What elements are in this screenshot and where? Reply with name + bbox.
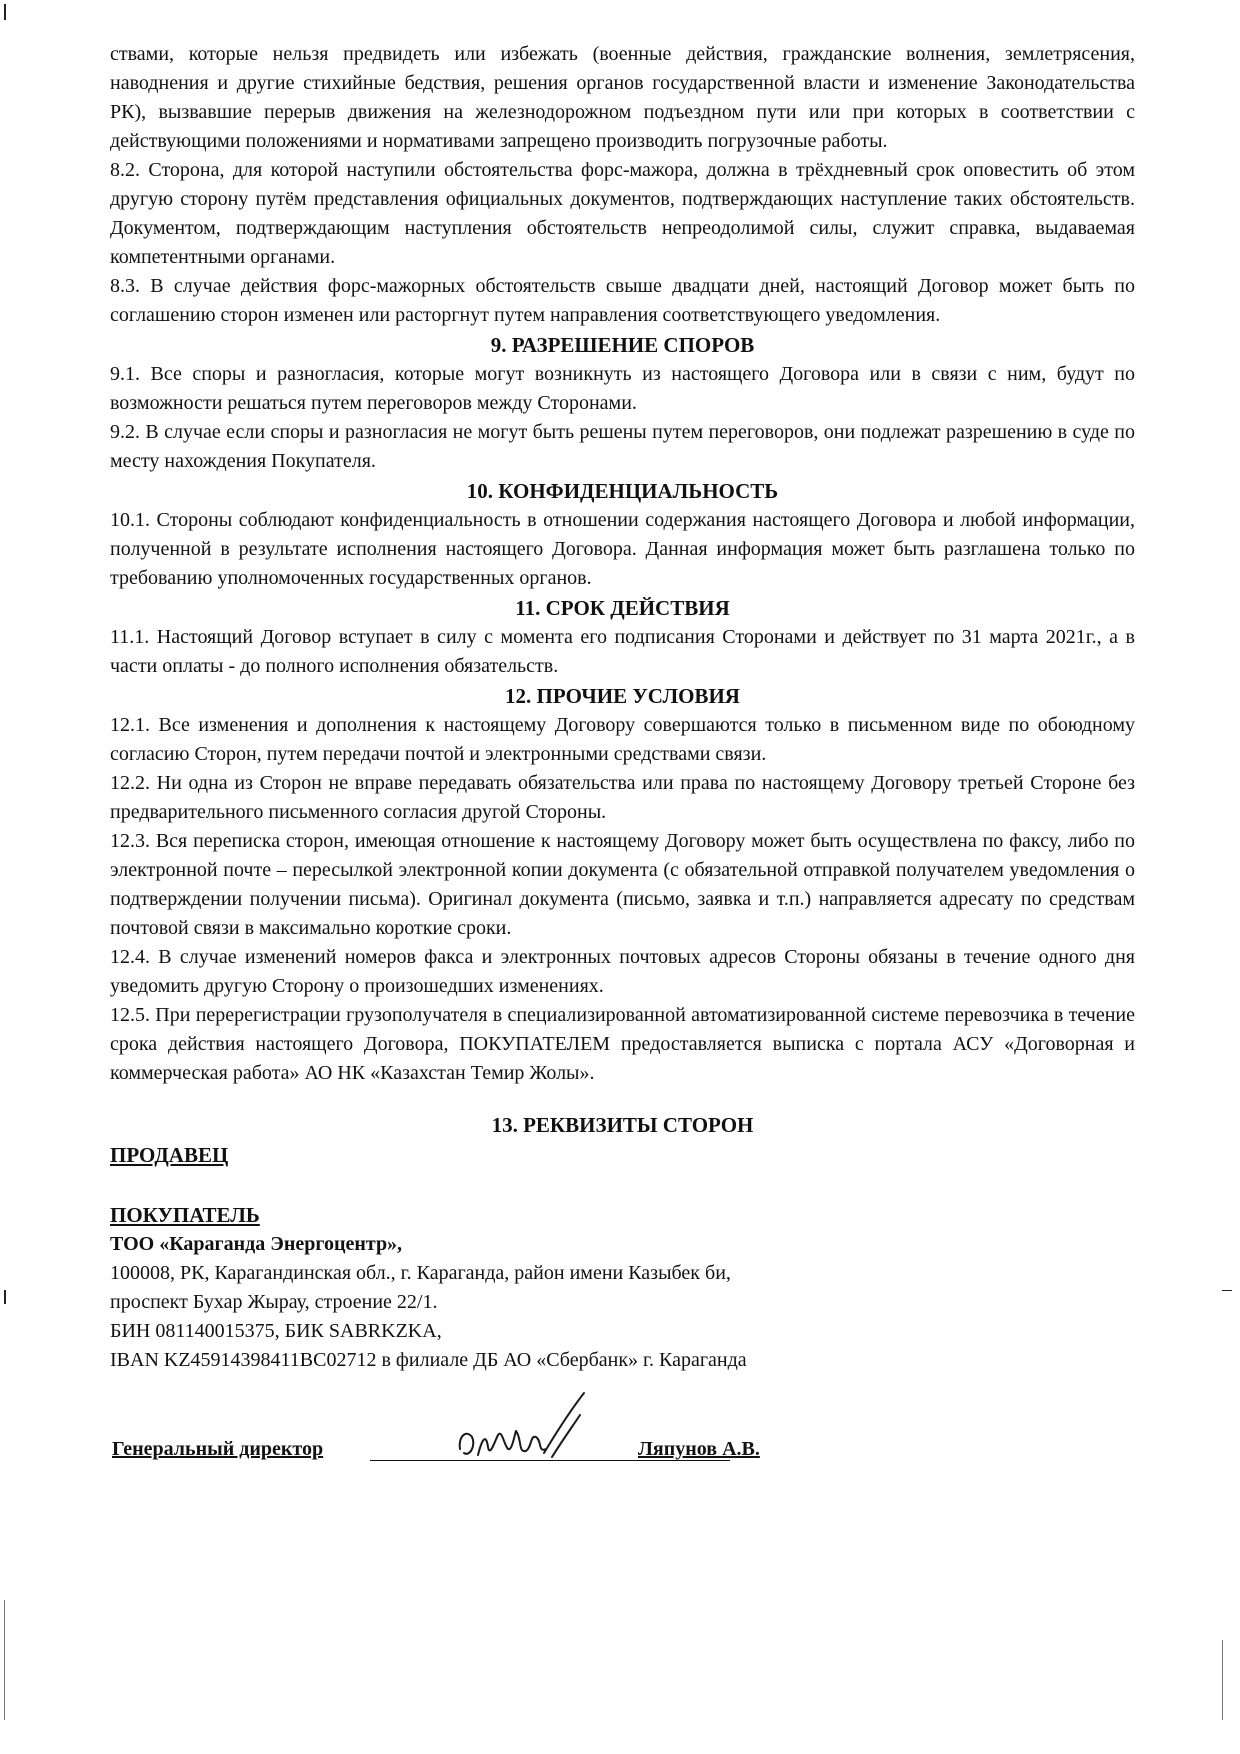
paragraph-9-1: 9.1. Все споры и разногласия, которые могут возникнуть из настоящего Договора или в связи с ним, будут по возможности решаться путем переговоров между Сторонами. bbox=[110, 363, 1135, 414]
buyer-name: ТОО «Караганда Энергоцентр», bbox=[110, 1233, 403, 1255]
paragraph-11-1: 11.1. Настоящий Договор вступает в силу с момента его подписания Сторонами и действует по 31 марта 2021г., а в части оплаты - до полного исполнения обязательств. bbox=[110, 626, 1135, 677]
paragraph-10-1: 10.1. Стороны соблюдают конфиденциальность в отношении содержания настоящего Договора и любой информации, полученной в результате исполнения настоящего Договора. Данная информация может быть разглашена только по требованию уполномоченных государственных органов. bbox=[110, 509, 1135, 589]
section-10-title: 10. КОНФИДЕНЦИАЛЬНОСТЬ bbox=[466, 479, 779, 503]
scan-edge-mark bbox=[1222, 1290, 1232, 1291]
buyer-label: ПОКУПАТЕЛЬ bbox=[110, 1203, 260, 1227]
document-page bbox=[110, 40, 1135, 1467]
buyer-address-line-2: проспект Бухар Жырау, строение 22/1. bbox=[110, 1291, 438, 1313]
paragraph-12-1: 12.1. Все изменения и дополнения к настоящему Договору совершаются только в письменном виде по обоюдному согласию Сторон, путем передачи почтой и электронными средствами связи. bbox=[110, 714, 1135, 765]
signatory-title: Генеральный директор bbox=[112, 1438, 324, 1460]
seller-label: ПРОДАВЕЦ bbox=[110, 1143, 229, 1167]
scan-edge-mark bbox=[1222, 1640, 1223, 1720]
signature-row bbox=[110, 1397, 1135, 1467]
signatory-name: Ляпунов А.В. bbox=[638, 1438, 760, 1460]
buyer-iban: IBAN KZ45914398411BC02712 в филиале ДБ АО «Сбербанк» г. Караганда bbox=[110, 1349, 747, 1371]
paragraph-8-2: 8.2. Сторона, для которой наступили обстоятельства форс-мажора, должна в трёхдневный срок оповестить об этом другую сторону путём представления официальных документов, подтверждающих наступление таких обстоятельств. Документом, подтверждающим наступления обстоятельств непреодолимой силы, служит справка, выдаваемая компетентными органами. bbox=[110, 159, 1135, 268]
paragraph-8-3: 8.3. В случае действия форс-мажорных обстоятельств свыше двадцати дней, настоящий Договор может быть по соглашению сторон изменен или расторгнут путем направления соответствующего уведомления. bbox=[110, 275, 1135, 326]
paragraph-12-2: 12.2. Ни одна из Сторон не вправе передавать обязательства или права по настоящему Договору третьей Стороне без предварительного письменного согласия другой Стороны. bbox=[110, 772, 1135, 823]
scan-edge-mark bbox=[4, 1600, 5, 1720]
handwritten-signature bbox=[452, 1387, 602, 1467]
scan-edge-mark bbox=[4, 1290, 6, 1304]
paragraph-12-5: 12.5. При перерегистрации грузополучателя в специализированной автоматизированной системе перевозчика в течение срока действия настоящего Договора, ПОКУПАТЕЛЕМ предоставляется выписка с портала АСУ «Договорная и коммерческая работа» АО НК «Казахстан Темир Жолы». bbox=[110, 1004, 1135, 1084]
section-11-title: 11. СРОК ДЕЙСТВИЯ bbox=[515, 596, 730, 620]
buyer-address-line-1: 100008, РК, Карагандинская обл., г. Караганда, район имени Казыбек би, bbox=[110, 1262, 731, 1284]
buyer-bin-bik: БИН 081140015375, БИК SABRKZKA, bbox=[110, 1320, 442, 1342]
scan-edge-mark bbox=[4, 4, 6, 20]
section-12-title: 12. ПРОЧИЕ УСЛОВИЯ bbox=[505, 684, 740, 708]
section-9-title: 9. РАЗРЕШЕНИЕ СПОРОВ bbox=[490, 333, 755, 357]
paragraph-9-2: 9.2. В случае если споры и разногласия не могут быть решены путем переговоров, они подлежат разрешению в суде по месту нахождения Покупателя. bbox=[110, 421, 1135, 472]
section-13-title: 13. РЕКВИЗИТЫ СТОРОН bbox=[491, 1113, 754, 1137]
paragraph-12-3: 12.3. Вся переписка сторон, имеющая отношение к настоящему Договору может быть осуществлена по факсу, либо по электронной почте – пересылкой электронной копии документа (с обязательной отправкой получателем уведомления о подтверждении получении письма). Оригинал документа (письмо, заявка и т.п.) направляется адресату по средствам почтовой связи в максимально короткие сроки. bbox=[110, 830, 1135, 939]
paragraph-force-majeure-cont: ствами, которые нельзя предвидеть или избежать (военные действия, гражданские волнения, землетрясения, наводнения и другие стихийные бедствия, решения органов государственной власти и изменение Законодательства РК), вызвавшие перерыв движения на железнодорожном подъездном пути или при которых в соответствии с действующими положениями и нормативами запрещено производить погрузочные работы. bbox=[110, 43, 1135, 152]
paragraph-12-4: 12.4. В случае изменений номеров факса и электронных почтовых адресов Стороны обязаны в течение одного дня уведомить другую Сторону о произошедших изменениях. bbox=[110, 946, 1135, 997]
